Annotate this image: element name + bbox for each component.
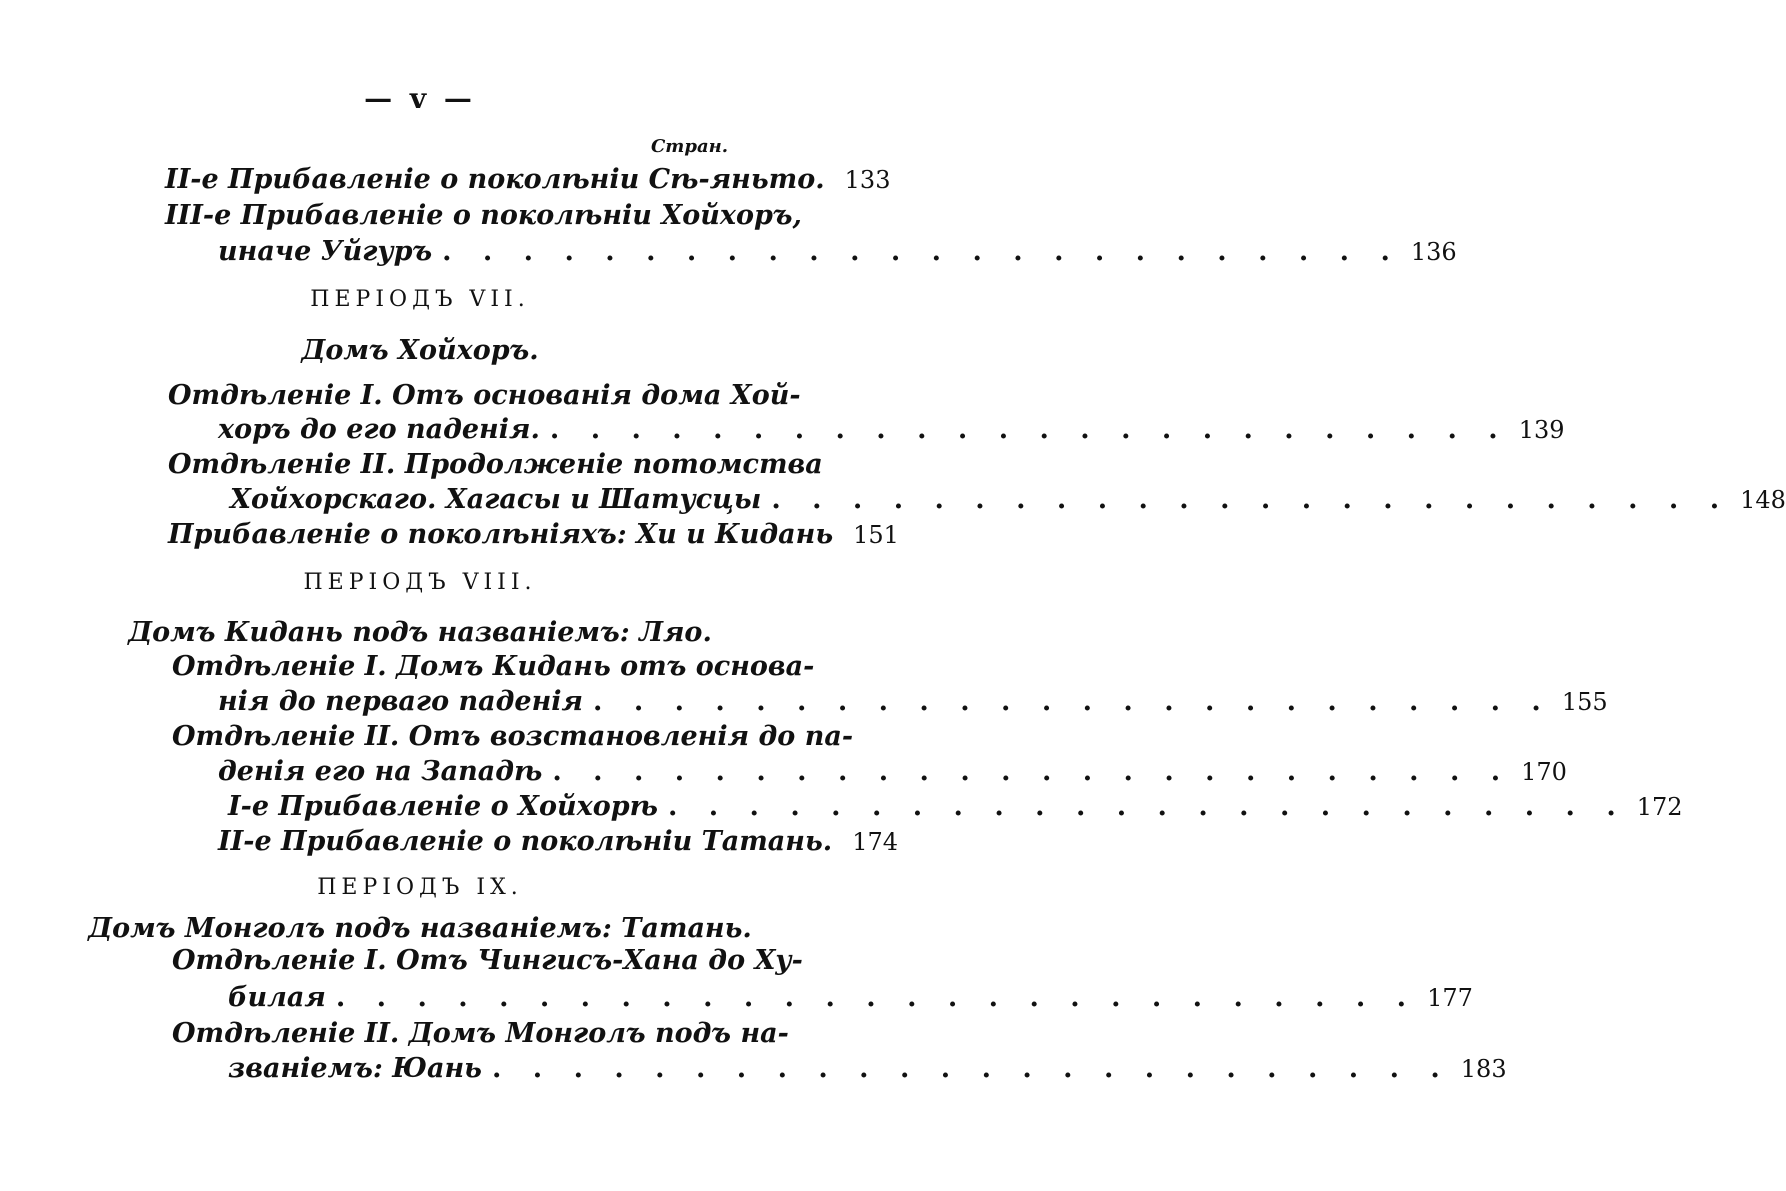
- toc-entry-continuation: [228, 1053, 1507, 1084]
- period-heading: ПЕРІОДЪ VII.: [310, 287, 530, 312]
- toc-entry-continuation: [228, 982, 1473, 1013]
- toc-entry-continuation: [218, 236, 1457, 267]
- toc-entry-continuation: [230, 484, 1786, 515]
- toc-entry-page: 174: [852, 828, 899, 856]
- toc-entry-text: Отдѣленіе II. Домъ Монголъ подъ на-: [172, 1018, 789, 1049]
- toc-entry-text: I-е Прибавленіе о Хойхорѣ: [228, 791, 658, 822]
- toc-entry: [165, 164, 891, 195]
- leader-dots: . . . . . . . . . . . . . . . . . . . . . . . .: [667, 791, 1627, 822]
- toc-entry-page: 139: [1518, 416, 1565, 444]
- toc-entry-text: хоръ до его паденія.: [218, 414, 540, 445]
- toc-entry: [168, 519, 899, 550]
- toc-entry-text: Прибавленіе о поколѣніяхъ: Хи и Кидань: [168, 519, 834, 550]
- toc-entry: [168, 449, 823, 480]
- toc-entry-text: званіемъ: Юань: [228, 1053, 482, 1084]
- leader-dots: . . . . . . . . . . . . . . . . . . . . . . . .: [442, 236, 1401, 267]
- toc-entry: [172, 1018, 789, 1049]
- toc-entry-continuation: [218, 756, 1567, 787]
- toc-entry: [172, 721, 854, 752]
- leader-dots: . . . . . . . . . . . . . . . . . . . . . . . .: [771, 484, 1731, 515]
- toc-entry: [218, 826, 899, 857]
- leader-dots: . . . . . . . . . . . . . . . . . . . . . . . .: [593, 686, 1552, 717]
- leader-dots: . . . . . . . . . . . . . . . . . . . . . . . .: [552, 756, 1512, 787]
- toc-entry-text: III-е Прибавленіе о поколѣніи Хойхоръ,: [165, 200, 802, 231]
- toc-entry-text: Отдѣленіе I. Отъ Чингисъ-Хана до Ху-: [172, 945, 803, 976]
- leader-dots: . . . . . . . . . . . . . . . . . . . . . . . .: [491, 1053, 1451, 1084]
- toc-entry-page: 177: [1427, 984, 1473, 1012]
- leader-dots: . . . . . . . . . . . . . . . . . . . . . . . . . . .: [335, 982, 1418, 1013]
- toc-entry-text: Отдѣленіе II. Отъ возстановленія до па-: [172, 721, 854, 752]
- toc-entry-page: 148: [1740, 486, 1786, 514]
- toc-entry-text: Хойхорскаго. Хагасы и Шатусцы: [230, 484, 762, 515]
- toc-entry-continuation: [218, 686, 1608, 717]
- toc-entry-text: нія до перваго паденія: [218, 686, 584, 717]
- toc-entry-text: II-е Прибавленіе о поколѣніи Сѣ-яньто.: [165, 164, 825, 195]
- house-heading: Домъ Хойхоръ.: [301, 335, 539, 366]
- toc-entry-text: денія его на Западѣ: [218, 756, 543, 787]
- toc-entry-text: билая: [228, 982, 326, 1013]
- toc-entry-text: II-е Прибавленіе о поколѣніи Татань.: [218, 826, 833, 857]
- period-heading: ПЕРІОДЪ IX.: [317, 875, 523, 900]
- toc-entry-continuation: [218, 414, 1565, 445]
- toc-entry-page: 172: [1636, 793, 1683, 821]
- toc-entry: [228, 791, 1683, 822]
- toc-entry-page: 170: [1521, 758, 1567, 786]
- leader-dots: . . . . . . . . . . . . . . . . . . . . . . . .: [549, 414, 1509, 445]
- page-column-label: Стран.: [650, 136, 728, 157]
- toc-entry: [172, 945, 803, 976]
- toc-entry-page: 136: [1410, 238, 1457, 266]
- toc-entry-text: Отдѣленіе I. Домъ Кидань отъ основа-: [172, 651, 815, 682]
- house-heading: Домъ Монголъ подъ названіемъ: Татань.: [88, 913, 752, 944]
- toc-entry-text: иначе Уйгуръ: [218, 236, 433, 267]
- toc-entry: [168, 380, 801, 411]
- toc-entry-text: Отдѣленіе I. Отъ основанія дома Хой-: [168, 380, 801, 411]
- toc-entry-page: 155: [1561, 688, 1608, 716]
- period-heading: ПЕРІОДЪ VIII.: [303, 570, 537, 595]
- toc-entry: [165, 200, 802, 231]
- toc-entry-page: 133: [844, 166, 891, 194]
- toc-entry-text: Отдѣленіе II. Продолженіе потомства: [168, 449, 823, 480]
- house-heading: Домъ Кидань подъ названіемъ: Ляо.: [128, 617, 712, 648]
- page-header-number: — v —: [364, 82, 476, 115]
- toc-entry-page: 151: [853, 521, 899, 549]
- toc-entry: [172, 651, 815, 682]
- toc-entry-page: 183: [1460, 1055, 1507, 1083]
